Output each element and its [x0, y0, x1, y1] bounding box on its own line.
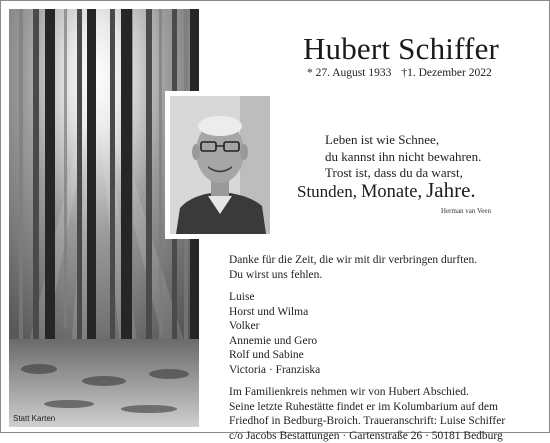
poem: [325, 132, 481, 182]
thanks-line: Danke für die Zeit, die wir mit dir verbringen durften.: [229, 253, 505, 268]
poem-word-stunden: Stunden,: [297, 182, 357, 201]
mourner-name: Volker: [229, 319, 505, 334]
notice-line: Seine letzte Ruhestätte findet er im Kolumbarium auf dem: [229, 400, 505, 415]
poem-author: Herman van Veen: [441, 207, 491, 215]
thanks-line: Du wirst uns fehlen.: [229, 268, 505, 283]
mourner-name: Rolf und Sabine: [229, 348, 505, 363]
notice-line: c/o Jacobs Bestattungen · Gartenstraße 26 · 50181 Bedburg: [229, 429, 505, 443]
poem-final-line: [297, 178, 476, 203]
death-date: †1. Dezember 2022: [401, 67, 491, 79]
deceased-name: Hubert Schiffer: [281, 31, 521, 67]
poem-line: du kannst ihn nicht bewahren.: [325, 149, 481, 166]
birth-date: * 27. August 1933: [307, 67, 391, 79]
life-dates: [307, 67, 492, 79]
notice-line: Friedhof in Bedburg-Broich. Traueranschrift: Luise Schiffer: [229, 414, 505, 429]
mourner-name: Annemie und Gero: [229, 334, 505, 349]
body-text: [229, 253, 505, 443]
poem-line: Trost ist, dass du da warst,: [325, 165, 481, 182]
forest-caption: Statt Karten: [13, 414, 55, 423]
poem-word-monate: Monate,: [361, 182, 422, 202]
mourner-name: Luise: [229, 290, 505, 305]
mourner-name: Victoria · Franziska: [229, 363, 505, 378]
portrait-photo: [165, 91, 275, 239]
mourner-name: Horst und Wilma: [229, 305, 505, 320]
poem-line: Leben ist wie Schnee,: [325, 132, 481, 149]
notice-line: Im Familienkreis nehmen wir von Hubert Abschied.: [229, 385, 505, 400]
poem-word-jahre: Jahre.: [426, 178, 476, 202]
